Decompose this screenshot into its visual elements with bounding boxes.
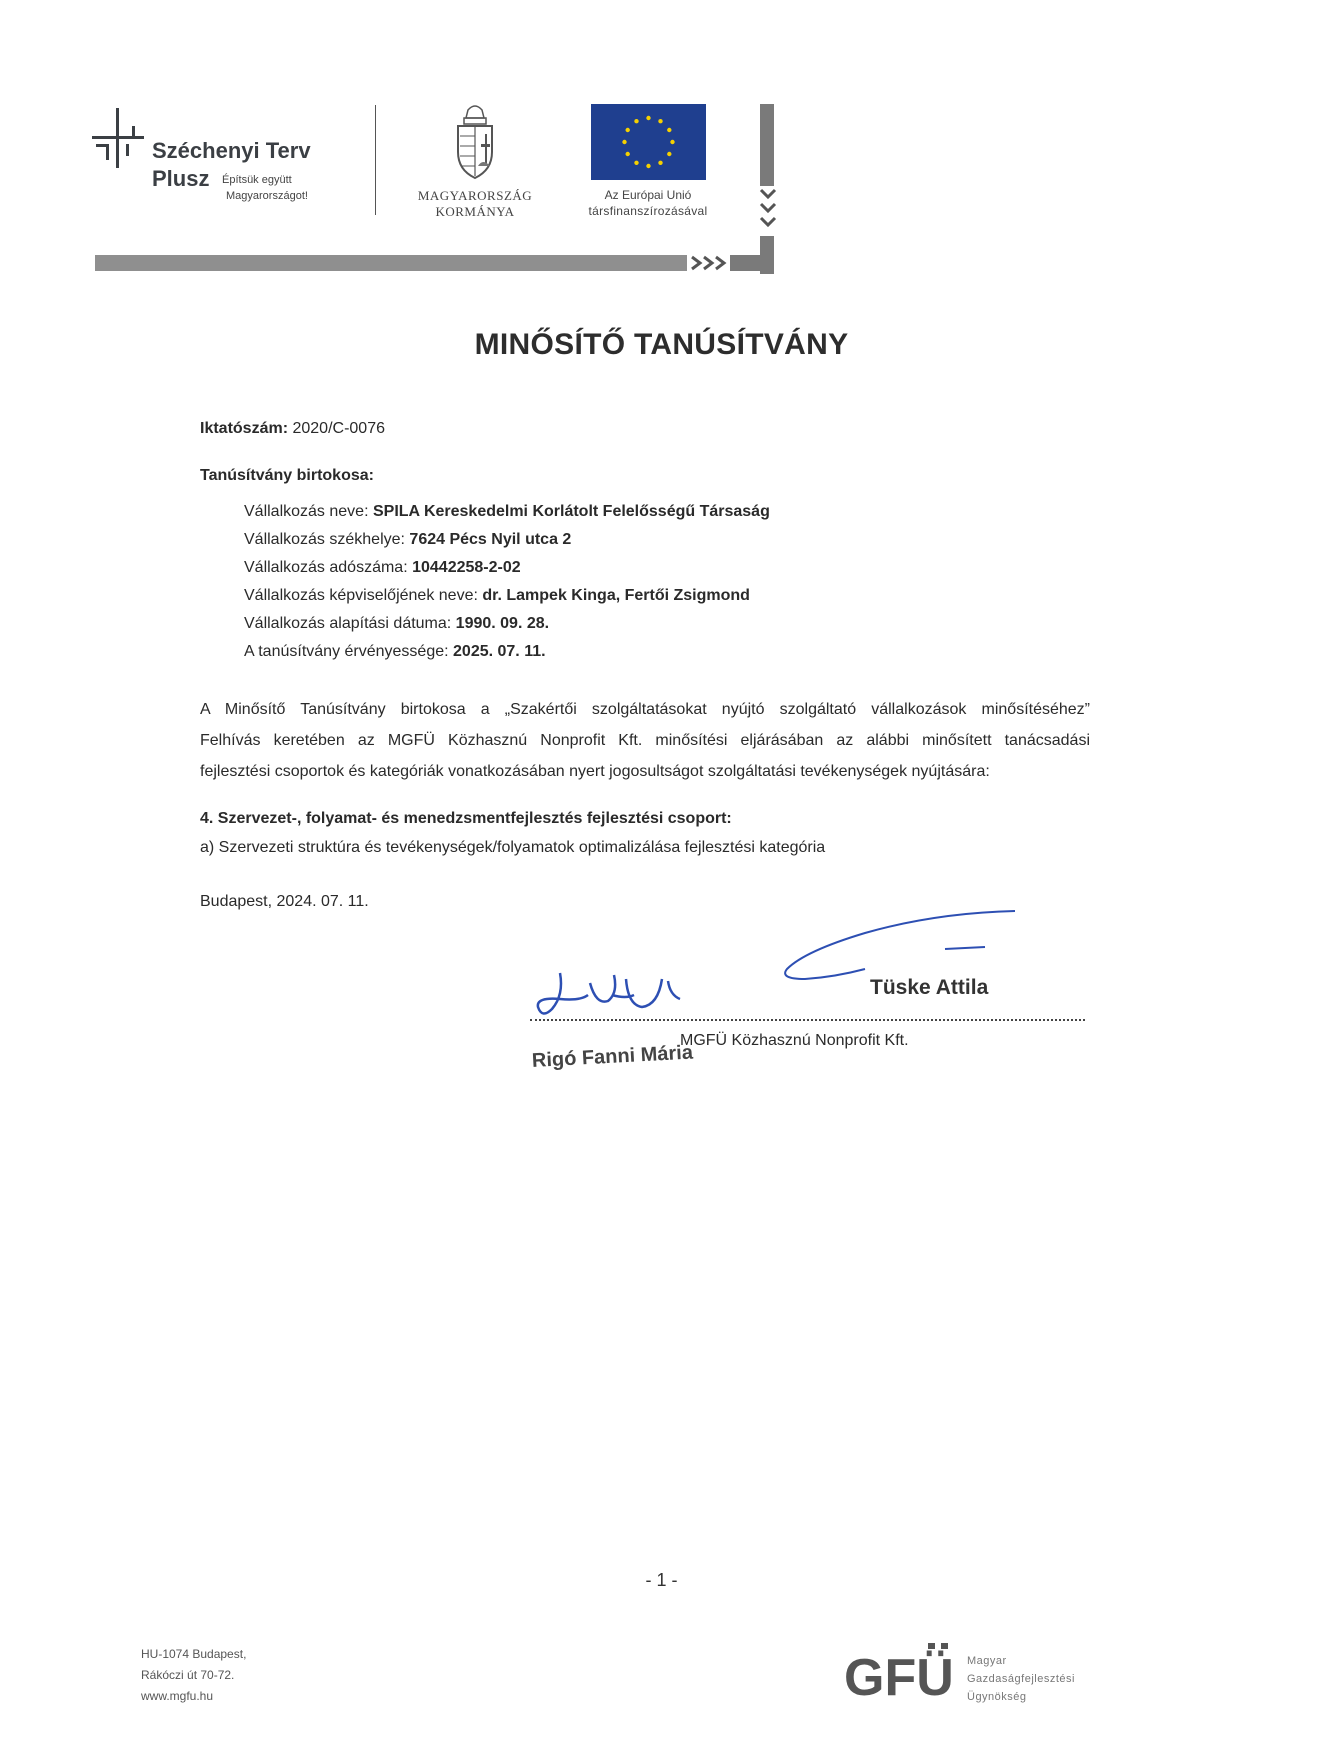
government-line1: MAGYARORSZÁG bbox=[417, 188, 533, 203]
footer-website: www.mgfu.hu bbox=[141, 1689, 214, 1703]
szechenyi-slogan-line2: Magyarországot! bbox=[226, 190, 308, 202]
gfu-line1: Magyar bbox=[967, 1655, 1007, 1667]
field-value: dr. Lampek Kinga, Fertői Zsigmond bbox=[482, 587, 750, 604]
field-value: SPILA Kereskedelmi Korlátolt Felelősségű Társaság bbox=[372, 503, 770, 520]
signer-left-name: Rigó Fanni Mária bbox=[531, 1041, 694, 1072]
group-title: 4. Szervezet-, folyamat- és menedzsmentfejlesztés fejlesztési csoport: bbox=[200, 810, 732, 827]
signature-dotted-line bbox=[530, 1019, 1085, 1021]
field-label: Vállalkozás képviselőjének neve: bbox=[244, 587, 483, 604]
certificate-paragraph bbox=[200, 694, 1090, 787]
field-validity bbox=[244, 643, 546, 661]
document-title: MINŐSÍTŐ TANÚSÍTVÁNY bbox=[474, 328, 849, 361]
eu-line2: társfinanszírozásával bbox=[588, 204, 708, 218]
signature-left-icon bbox=[530, 965, 710, 1025]
paragraph-line: fejlesztési csoportok és kategóriák vonatkozásában nyert jogosultságot szolgáltatási tevékenységek nyújtására: bbox=[200, 763, 990, 780]
signature-organization: MGFÜ Közhasznú Nonprofit Kft. bbox=[680, 1032, 909, 1049]
szechenyi-title: Széchenyi Terv bbox=[152, 138, 311, 163]
group-item: a) Szervezeti struktúra és tevékenységek/folyamatok optimalizálása fejlesztési kategória bbox=[200, 839, 826, 856]
field-value: 2025. 07. 11. bbox=[453, 643, 546, 660]
szechenyi-cross-icon bbox=[92, 108, 144, 168]
field-value: 7624 Pécs Nyil utca 2 bbox=[409, 531, 572, 548]
header-bar bbox=[95, 255, 687, 271]
field-company-seat bbox=[244, 531, 571, 549]
paragraph-line: Felhívás keretében az MGFÜ Közhasznú Nonprofit Kft. minősítési eljárásában az alábbi minősített tanácsadási bbox=[200, 732, 1090, 749]
hungarian-coat-of-arms-icon bbox=[450, 104, 500, 182]
signer-right-name: Tüske Attila bbox=[870, 976, 989, 999]
footer-address-line1: HU-1074 Budapest, bbox=[141, 1647, 247, 1661]
gfu-logo bbox=[842, 1643, 962, 1701]
holder-title: Tanúsítvány birtokosa: bbox=[200, 467, 374, 484]
field-value: 1990. 09. 28. bbox=[455, 615, 550, 632]
page-number: - 1 - bbox=[645, 1570, 678, 1590]
field-label: Vállalkozás alapítási dátuma: bbox=[244, 615, 456, 632]
government-line2: KORMÁNYA bbox=[435, 204, 515, 219]
footer-address-line2: Rákóczi út 70-72. bbox=[141, 1668, 235, 1682]
szechenyi-plusz: Plusz bbox=[152, 166, 210, 191]
registration-label: Iktatószám: bbox=[200, 420, 289, 437]
field-label: Vállalkozás neve: bbox=[244, 503, 373, 520]
gfu-logo-text: GFÜ bbox=[844, 1649, 954, 1701]
szechenyi-slogan-line1: Építsük együtt bbox=[222, 174, 292, 186]
field-tax-number bbox=[244, 559, 521, 577]
registration-value: 2020/C-0076 bbox=[288, 420, 385, 437]
field-label: A tanúsítvány érvényessége: bbox=[244, 643, 454, 660]
gfu-line3: Ügynökség bbox=[967, 1691, 1027, 1703]
field-company-name bbox=[244, 503, 770, 521]
field-founding-date bbox=[244, 615, 549, 633]
field-representative bbox=[244, 587, 750, 605]
szechenyi-logo bbox=[92, 108, 352, 208]
field-label: Vállalkozás adószáma: bbox=[244, 559, 413, 576]
eu-line1: Az Európai Unió bbox=[604, 188, 692, 202]
date-place: Budapest, 2024. 07. 11. bbox=[200, 893, 369, 910]
field-value: 10442258-2-02 bbox=[412, 559, 521, 576]
field-label: Vállalkozás székhelye: bbox=[244, 531, 410, 548]
header-separator bbox=[375, 105, 376, 215]
eu-flag-icon bbox=[591, 104, 706, 180]
gfu-line2: Gazdaságfejlesztési bbox=[967, 1673, 1075, 1685]
paragraph-line: A Minősítő Tanúsítvány birtokosa a „Szakértői szolgáltatásokat nyújtó szolgáltató vállalkozások minősítéséhez” bbox=[200, 701, 1090, 718]
header-chevrons-icon bbox=[758, 186, 778, 236]
registration-line bbox=[200, 420, 385, 438]
